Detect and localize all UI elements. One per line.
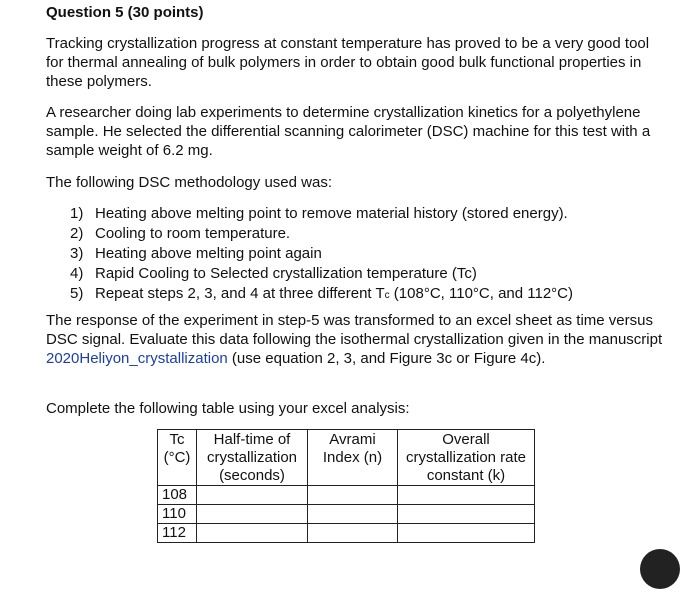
header-line: crystallization rate (405, 449, 527, 466)
step-text (95, 284, 573, 306)
header-line: (°C) (163, 449, 191, 466)
avrami-cell[interactable] (308, 505, 398, 524)
header-line: (seconds) (219, 467, 285, 484)
step-text: Heating above melting point to remove material history (stored energy). (95, 205, 568, 222)
results-table (157, 429, 535, 543)
tc-cell: 108 (158, 486, 197, 505)
list-item (70, 284, 573, 306)
half-time-cell[interactable] (197, 505, 308, 524)
avrami-cell[interactable] (308, 486, 398, 505)
step-number: 3) (70, 245, 84, 262)
header-tc (158, 430, 197, 486)
methodology-heading: The following DSC methodology used was: (46, 174, 332, 191)
step-number: 2) (70, 225, 84, 242)
step-text: Cooling to room temperature. (95, 225, 291, 242)
table-row (158, 505, 535, 524)
step-number: 4) (70, 265, 84, 282)
list-item (70, 204, 573, 224)
methodology-steps-list (70, 204, 573, 306)
response-paragraph (46, 311, 666, 368)
manuscript-link[interactable]: 2020Heliyon_crystallization (46, 350, 228, 367)
response-text-before: The response of the experiment in step-5 was transformed to an excel sheet as time versus DSC signal. Evaluate this data following the isothermal crystallization given in the manuscript (46, 312, 663, 348)
list-item (70, 244, 573, 264)
header-line: Tc (169, 431, 185, 448)
header-line: constant (k) (426, 467, 506, 484)
header-avrami (308, 430, 398, 486)
rate-constant-cell[interactable] (398, 505, 535, 524)
table-row (158, 486, 535, 505)
avrami-cell[interactable] (308, 524, 398, 543)
table-header-row (158, 430, 535, 486)
corner-circle-decoration (640, 549, 680, 589)
half-time-cell[interactable] (197, 524, 308, 543)
list-item (70, 264, 573, 284)
header-line: Half-time of (213, 431, 291, 448)
researcher-paragraph: A researcher doing lab experiments to determine crystallization kinetics for a polyethylene sample. He selected the differential scanning calorimeter (DSC) machine for this test with a sample weight of 6.2 mg. (46, 104, 651, 159)
header-line: Index (n) (322, 449, 383, 466)
tc-cell: 112 (158, 524, 197, 543)
header-line: crystallization (206, 449, 298, 466)
step-text: Heating above melting point again (95, 245, 322, 262)
table-row (158, 524, 535, 543)
step-text: Rapid Cooling to Selected crystallization temperature (Tc) (95, 265, 477, 282)
question-title: Question 5 (30 points) (46, 4, 204, 21)
subscript-c: c (384, 290, 390, 301)
rate-constant-cell[interactable] (398, 524, 535, 543)
list-item (70, 224, 573, 244)
intro-paragraph: Tracking crystallization progress at constant temperature has proved to be a very good tool for thermal annealing of bulk polymers in order to obtain good bulk functional properties in these polymers. (46, 35, 650, 90)
rate-constant-cell[interactable] (398, 486, 535, 505)
header-line: Overall (442, 431, 490, 448)
response-text-after: (use equation 2, 3, and Figure 3c or Figure 4c). (227, 350, 546, 367)
header-half-time (197, 430, 308, 486)
step-number: 1) (70, 205, 84, 222)
step-number: 5) (70, 285, 84, 302)
table-instruction: Complete the following table using your excel analysis: (46, 400, 410, 417)
half-time-cell[interactable] (197, 486, 308, 505)
step-text-before: Repeat steps 2, 3, and 4 at three different T (95, 285, 385, 302)
tc-cell: 110 (158, 505, 197, 524)
step-text-after: (108°C, 110°C, and 112°C) (389, 285, 574, 302)
header-line: Avrami (329, 431, 376, 448)
header-rate-constant (398, 430, 535, 486)
